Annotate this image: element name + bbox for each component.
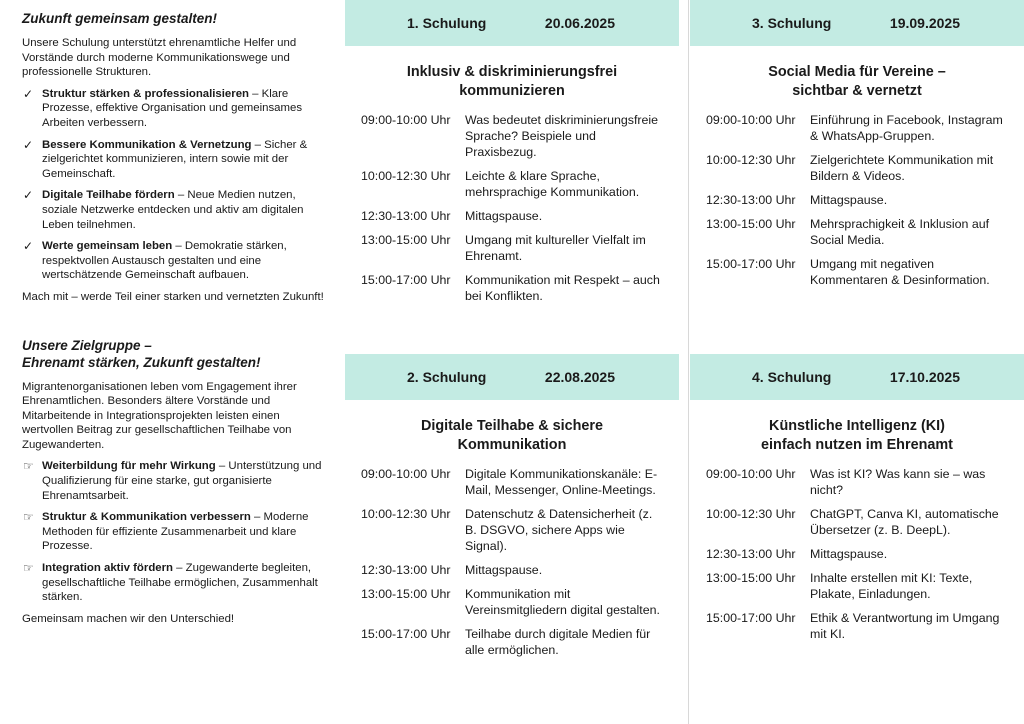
check-icon: ✓ (23, 137, 34, 152)
time-slot: 10:00-12:30 Uhr (361, 169, 451, 183)
schulung-label: 4. Schulung (752, 369, 832, 385)
topic: Mittagspause. (810, 193, 888, 207)
outro-text: Gemeinsam machen wir den Unterschied! (22, 612, 235, 625)
schedule-row (690, 256, 1024, 288)
topic: Mittagspause. (810, 547, 888, 561)
schulung-date: 19.09.2025 (889, 15, 960, 31)
left-column (22, 10, 326, 633)
schulung-2 (345, 354, 679, 666)
outro-text: Mach mit – werde Teil einer starken und vernetzten Zukunft! (22, 290, 324, 303)
schulung-label: 3. Schulung (752, 15, 832, 31)
schulung-title: Inklusiv & diskriminierungsfrei kommunizieren (406, 64, 618, 99)
pointing-hand-icon: ☞ (23, 510, 34, 525)
topic: Datenschutz & Datensicherheit (z. B. DSGVO, sichere Apps wie Signal). (465, 507, 653, 553)
schulung-date: 17.10.2025 (889, 369, 960, 385)
time-slot: 15:00-17:00 Uhr (706, 611, 796, 625)
time-slot: 15:00-17:00 Uhr (706, 257, 796, 271)
schulung-header (345, 354, 679, 400)
time-slot: 15:00-17:00 Uhr (361, 627, 451, 641)
schedule-row (345, 586, 679, 618)
intro-text: Unsere Schulung unterstützt ehrenamtliche Helfer und Vorstände durch moderne Kommunikationswege und professionelle Strukturen. (22, 37, 297, 79)
schedule-row (345, 506, 679, 554)
section-title: Zukunft gemeinsam gestalten! (22, 11, 218, 26)
check-icon: ✓ (23, 86, 34, 101)
pointing-hand-icon: ☞ (23, 459, 34, 474)
schedule-row (690, 152, 1024, 184)
schulung-header (690, 0, 1024, 46)
time-slot: 12:30-13:00 Uhr (361, 563, 451, 577)
time-slot: 12:30-13:00 Uhr (361, 209, 451, 223)
topic: Was ist KI? Was kann sie – was nicht? (810, 467, 986, 497)
schulung-title: Social Media für Vereine – sichtbar & vernetzt (768, 64, 946, 99)
topic: Mittagspause. (465, 209, 543, 223)
time-slot: 12:30-13:00 Uhr (706, 193, 796, 207)
schedule-row (345, 208, 679, 224)
schulung-4 (690, 354, 1024, 650)
schedule-row (345, 112, 679, 160)
schedule-row (690, 216, 1024, 248)
column-divider (688, 0, 689, 724)
schedule-row (690, 506, 1024, 538)
schulung-title: Künstliche Intelligenz (KI) einfach nutzen im Ehrenamt (761, 418, 953, 453)
list-item: ☞ Integration aktiv fördern – Zugewanderte begleiten, gesellschaftliche Teilhabe ermöglichen, Zusammenhalt stärken. (23, 561, 318, 604)
schedule-row (690, 192, 1024, 208)
time-slot: 09:00-10:00 Uhr (706, 113, 796, 127)
section-zukunft (22, 10, 326, 305)
list-item: ✓ Bessere Kommunikation & Vernetzung – Sicher & zielgerichtet kommunizieren, intern sowie mit der Gemeinschaft. (23, 137, 308, 180)
schulung-label: 1. Schulung (407, 15, 487, 31)
schedule-row (345, 272, 679, 304)
time-slot: 13:00-15:00 Uhr (361, 233, 451, 247)
list-item: ☞ Weiterbildung für mehr Wirkung – Unterstützung und Qualifizierung für eine starke, gut organisierte Ehrenamtsarbeit. (23, 459, 322, 502)
topic: Mehrsprachigkeit & Inklusion auf Social Media. (810, 217, 990, 247)
topic: Was bedeutet diskriminierungsfreie Sprache? Beispiele und Praxisbezug. (465, 113, 659, 159)
schulung-date: 20.06.2025 (544, 15, 615, 31)
topic: Zielgerichtete Kommunikation mit Bildern & Videos. (810, 153, 994, 183)
schedule-row (345, 466, 679, 498)
time-slot: 15:00-17:00 Uhr (361, 273, 451, 287)
time-slot: 13:00-15:00 Uhr (706, 571, 796, 585)
schedule-row (345, 168, 679, 200)
time-slot: 09:00-10:00 Uhr (706, 467, 796, 481)
list-item: ✓ Struktur stärken & professionalisieren – Klare Prozesse, effektive Organisation und gemeinsames Arbeiten verbessern. (23, 86, 303, 129)
schulung-header (345, 0, 679, 46)
time-slot: 09:00-10:00 Uhr (361, 113, 451, 127)
schedule-row (690, 570, 1024, 602)
topic: Ethik & Verantwortung im Umgang mit KI. (810, 611, 1000, 641)
schedule-row (345, 232, 679, 264)
schedule-row (690, 610, 1024, 642)
schulung-1 (345, 0, 679, 312)
schulung-title: Digitale Teilhabe & sichere Kommunikation (420, 418, 604, 453)
check-icon: ✓ (23, 239, 34, 254)
schedule-row (345, 562, 679, 578)
schulung-date: 22.08.2025 (544, 369, 615, 385)
time-slot: 12:30-13:00 Uhr (706, 547, 796, 561)
topic: Inhalte erstellen mit KI: Texte, Plakate, Einladungen. (810, 571, 973, 601)
topic: Digitale Kommunikationskanäle: E-Mail, Messenger, Online-Meetings. (465, 467, 658, 497)
time-slot: 09:00-10:00 Uhr (361, 467, 451, 481)
topic: ChatGPT, Canva KI, automatische Übersetzer (z. B. DeepL). (810, 507, 999, 537)
schulung-label: 2. Schulung (407, 369, 487, 385)
schedule-row (690, 466, 1024, 498)
time-slot: 13:00-15:00 Uhr (706, 217, 796, 231)
goals-list (22, 87, 326, 283)
schulung-header (690, 354, 1024, 400)
time-slot: 10:00-12:30 Uhr (706, 153, 796, 167)
pointing-hand-icon: ☞ (23, 561, 34, 576)
time-slot: 10:00-12:30 Uhr (361, 507, 451, 521)
topic: Teilhabe durch digitale Medien für alle ermöglichen. (465, 627, 651, 657)
check-icon: ✓ (23, 188, 34, 203)
list-item: ✓ Werte gemeinsam leben – Demokratie stärken, respektvollen Austausch gestalten und eine wertschätzende Gemeinschaft aufbauen. (23, 239, 287, 282)
intro-text: Migrantenorganisationen leben vom Engagement ihrer Ehrenamtlichen. Besonders ältere Vorstände und Mitarbeitende in Integrationsprojekten leisten einen wertvollen Beitrag zur gesellschaftlichen Teilhabe von Zugewanderten. (22, 380, 297, 451)
section-title: Unsere Zielgruppe – Ehrenamt stärken, Zukunft gestalten! (22, 337, 261, 370)
target-list (22, 459, 326, 604)
section-zielgruppe (22, 337, 326, 627)
topic: Umgang mit kultureller Vielfalt im Ehrenamt. (465, 233, 646, 263)
time-slot: 13:00-15:00 Uhr (361, 587, 451, 601)
topic: Umgang mit negativen Kommentaren & Desinformation. (810, 257, 990, 287)
schulung-3 (690, 0, 1024, 296)
topic: Einführung in Facebook, Instagram & WhatsApp-Gruppen. (810, 113, 1003, 143)
schedule-row (690, 546, 1024, 562)
list-item: ✓ Digitale Teilhabe fördern – Neue Medien nutzen, soziale Netzwerke entdecken und aktiv am digitalen Leben teilnehmen. (23, 188, 304, 231)
schedule-row (345, 626, 679, 658)
time-slot: 10:00-12:30 Uhr (706, 507, 796, 521)
topic: Mittagspause. (465, 563, 543, 577)
topic: Kommunikation mit Vereinsmitgliedern digital gestalten. (465, 587, 660, 617)
topic: Leichte & klare Sprache, mehrsprachige Kommunikation. (465, 169, 640, 199)
schedule-row (690, 112, 1024, 144)
topic: Kommunikation mit Respekt – auch bei Konflikten. (465, 273, 660, 303)
list-item: ☞ Struktur & Kommunikation verbessern – Moderne Methoden für effiziente Zusammenarbeit und klare Prozesse. (23, 510, 309, 553)
